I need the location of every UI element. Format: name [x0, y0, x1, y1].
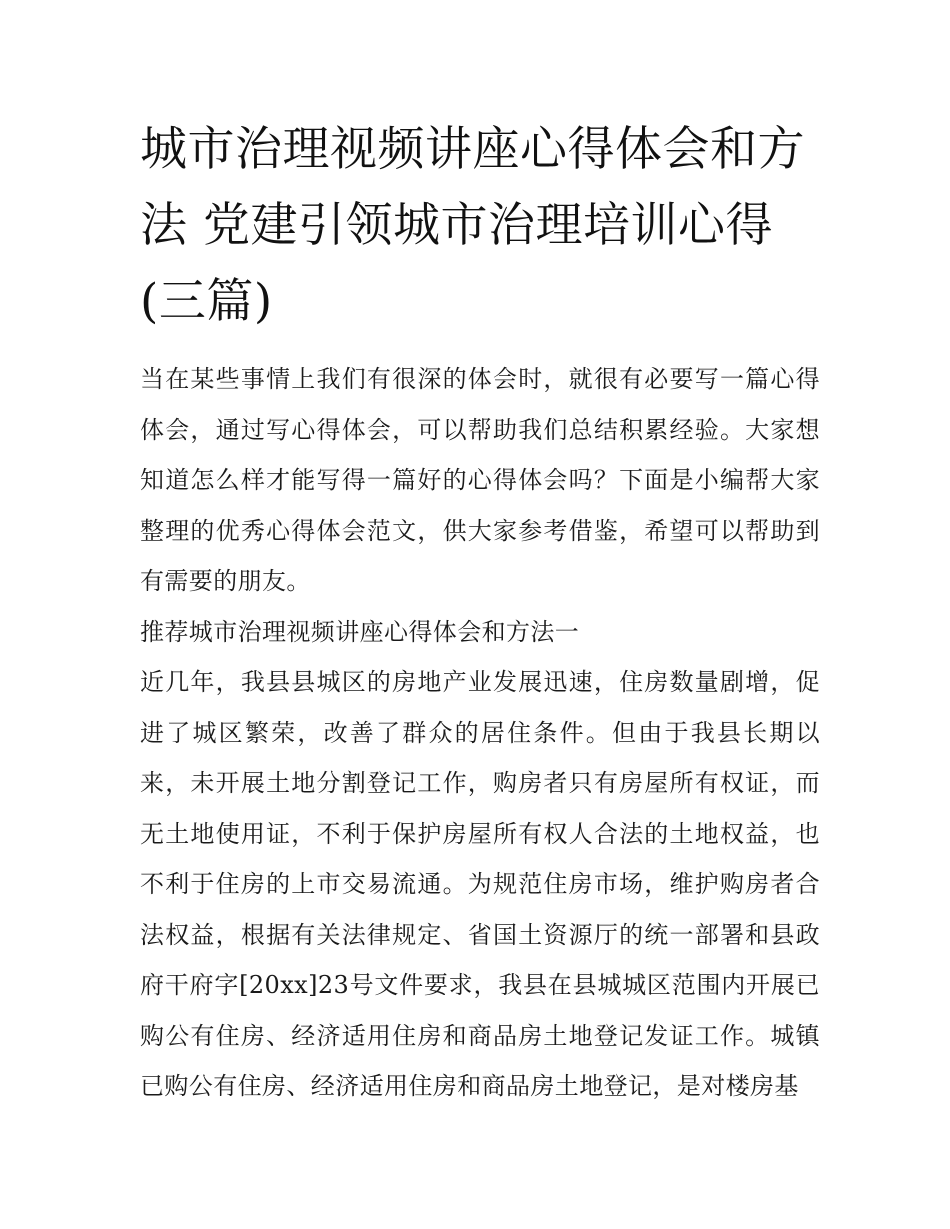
document-title: 城市治理视频讲座心得体会和方法 党建引领城市治理培训心得(三篇) [140, 122, 805, 329]
section-heading: 推荐城市治理视频讲座心得体会和方法一 [140, 617, 580, 646]
intro-paragraph: 当在某些事情上我们有很深的体会时，就很有必要写一篇心得体会，通过写心得体会，可以帮助我们总结积累经验。大家想知道怎么样才能写得一篇好的心得体会吗？下面是小编帮大家整理的优秀心得体会范文，供大家参考借鉴，希望可以帮助到有需要的朋友。 [140, 365, 820, 595]
body-paragraph: 近几年，我县县城区的房地产业发展迅速，住房数量剧增，促进了城区繁荣，改善了群众的居住条件。但由于我县长期以来，未开展土地分割登记工作，购房者只有房屋所有权证，而无土地使用证，不利于保护房屋所有权人合法的土地权益，也不利于住房的上市交易流通。为规范住房市场，维护购房者合法权益，根据有关法律规定、省国土资源厅的统一部署和县政府干府字[20xx]23号文件要求，我县在县城城区范围内开展已购公有住房、经济适用住房和商品房土地登记发证工作。城镇已购公有住房、经济适用住房和商品房土地登记，是对楼房基 [140, 668, 820, 1100]
document-content [140, 112, 820, 1112]
